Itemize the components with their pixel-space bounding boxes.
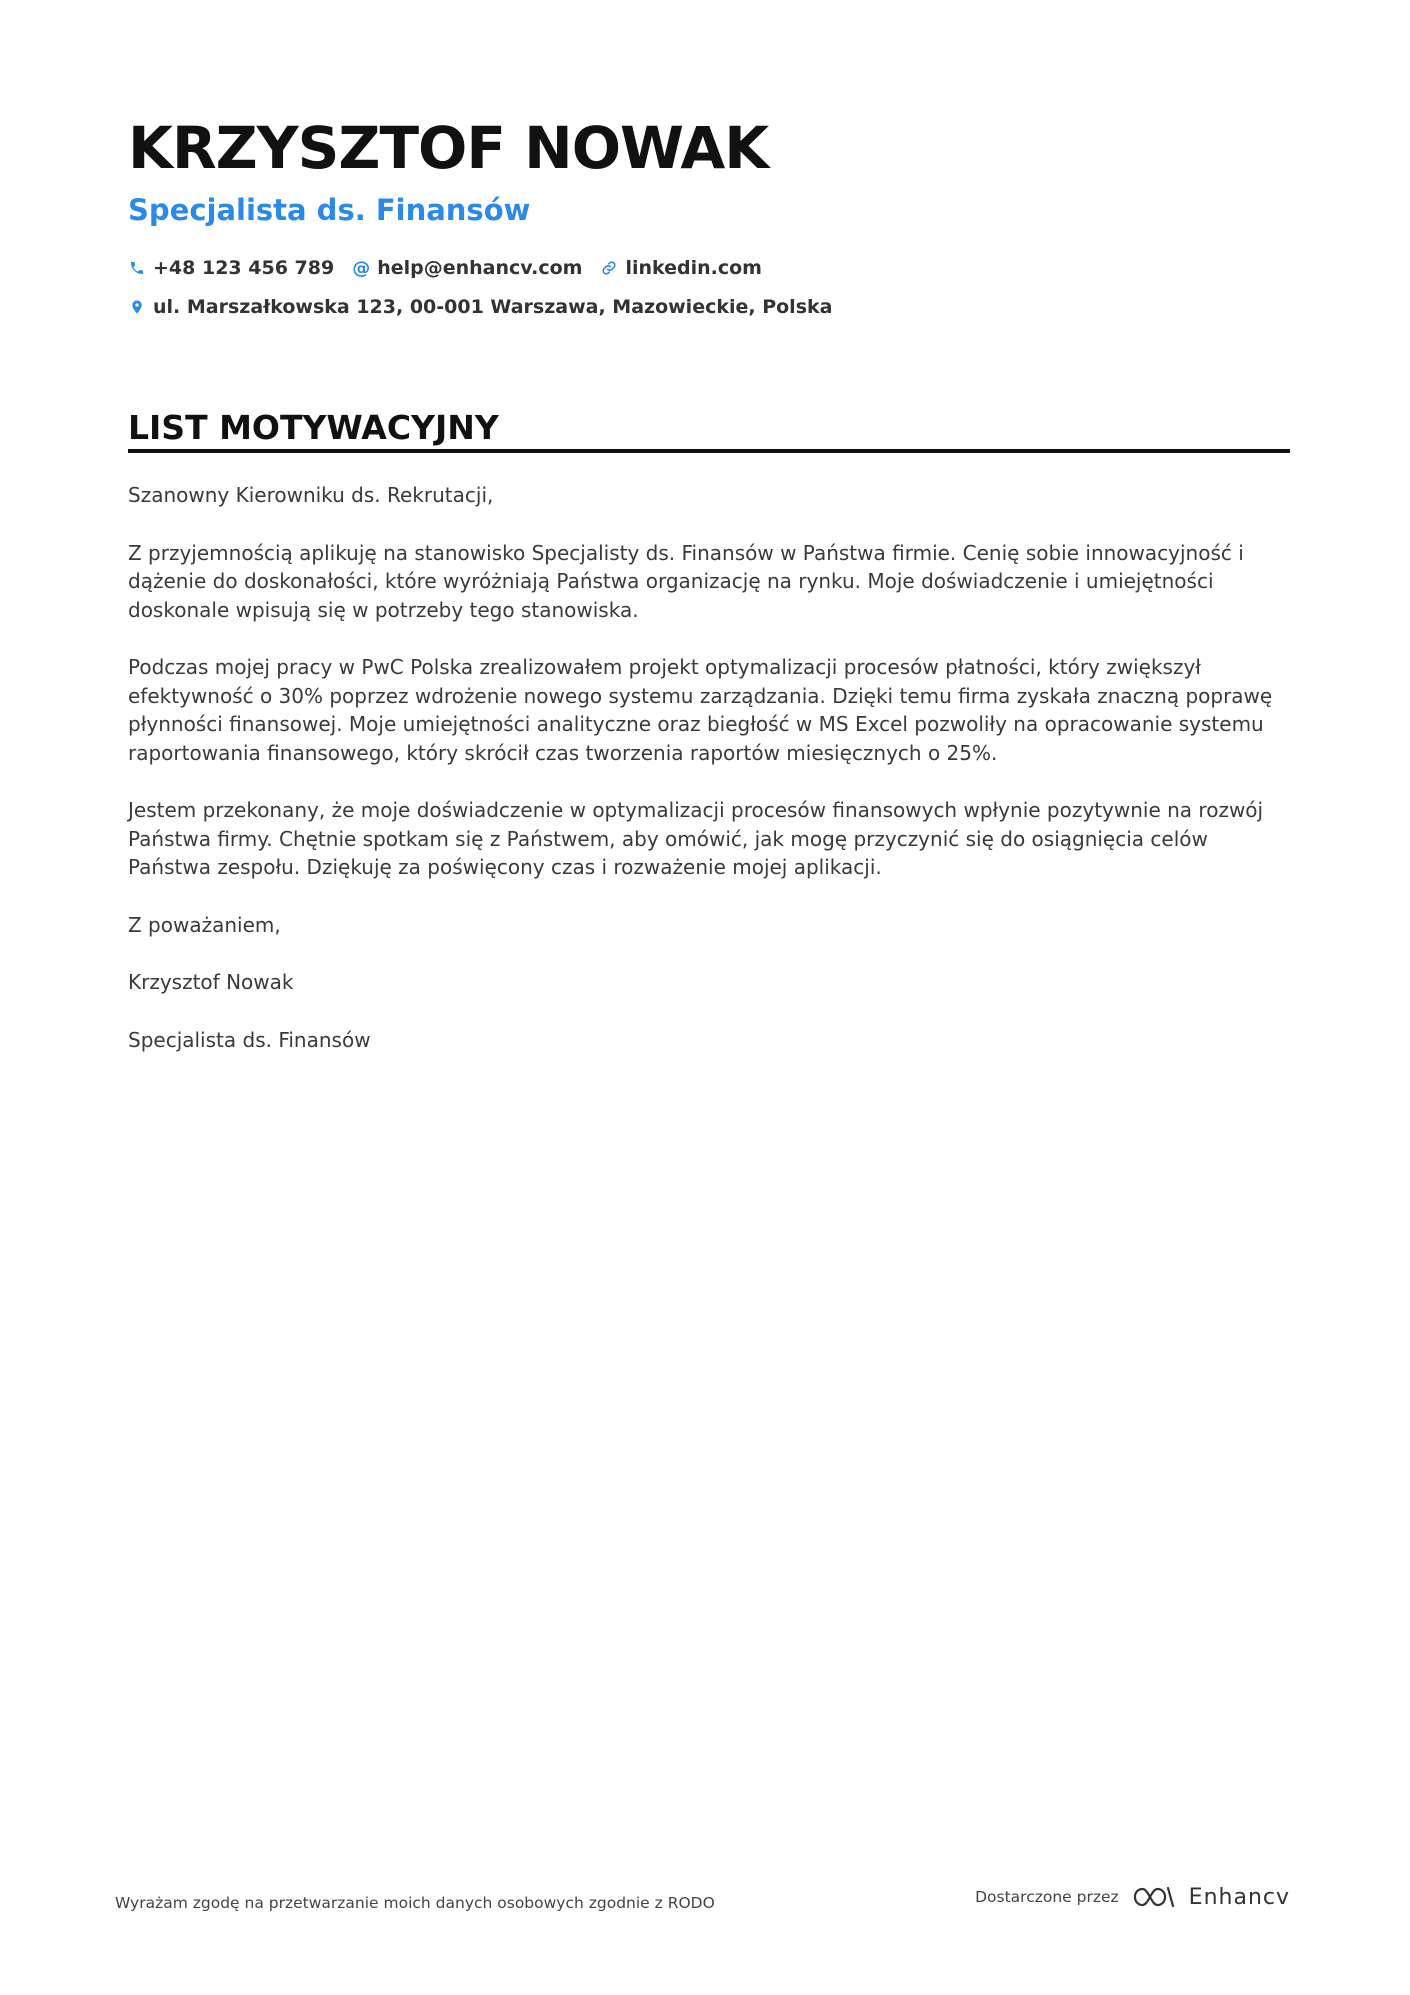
phone-text: +48 123 456 789 [153,257,335,279]
email-text: help@enhancv.com [377,257,583,279]
powered-by-label: Dostarczone przez [975,1888,1119,1906]
candidate-name: KRZYSZTOF NOWAK [128,114,769,182]
letter-closing: Z poważaniem, [128,912,281,937]
contact-row [128,254,780,282]
signature-title: Specjalista ds. Finansów [128,1027,371,1052]
signature-name: Krzysztof Nowak [128,970,294,994]
contact-email[interactable] [352,257,582,279]
powered-by[interactable] [975,1884,1290,1910]
enhancv-logo-icon [1131,1884,1177,1910]
linkedin-text: linkedin.com [625,257,762,279]
section-title: LIST MOTYWACYJNY [128,408,499,447]
address-text: ul. Marszałkowska 123, 00-001 Warszawa, Mazowieckie, Polska [153,296,833,318]
link-icon [600,259,618,277]
job-title: Specjalista ds. Finansów [128,193,531,227]
brand-name: Enhancv [1188,1884,1290,1910]
location-pin-icon [128,298,146,316]
contact-address [128,296,832,318]
contact-linkedin[interactable] [600,257,762,279]
section-divider [128,449,1290,453]
contact-row-address [128,293,850,321]
letter-body [128,481,1290,1083]
letter-greeting: Szanowny Kierowniku ds. Rekrutacji, [128,483,494,507]
phone-icon [128,259,146,277]
letter-paragraph-1: Z przyjemnością aplikuję na stanowisko Specjalisty ds. Finansów w Państwa firmie. Cenię sobie innowacyjność i dążenie do doskonałości, które wyróżniają Państwa organizację na rynku. Moje doświadczenie i umiejętności doskonale wpisują się w potrzeby tego stanowiska. [128,540,1244,622]
at-icon: @ [352,257,371,279]
letter-paragraph-2: Podczas mojej pracy w PwC Polska zrealizowałem projekt optymalizacji procesów płatności, który zwiększył efektywność o 30% poprzez wdrożenie nowego systemu zarządzania. Dzięki temu firma zyskała znaczną poprawę płynności finansowej. Moje umiejętności analityczne oraz biegłość w MS Excel pozwoliły na opracowanie systemu raportowania finansowego, który skrócił czas tworzenia raportów miesięcznych o 25%. [128,655,1273,765]
gdpr-consent: Wyrażam zgodę na przetwarzanie moich danych osobowych zgodnie z RODO [115,1894,715,1912]
contact-phone[interactable] [128,257,334,279]
letter-paragraph-3: Jestem przekonany, że moje doświadczenie w optymalizacji procesów finansowych wpłynie pozytywnie na rozwój Państwa firmy. Chętnie spotkam się z Państwem, aby omówić, jak mogę przyczynić się do osiągnięcia celów Państwa zespołu. Dziękuję za poświęcony czas i rozważenie mojej aplikacji. [128,798,1264,879]
